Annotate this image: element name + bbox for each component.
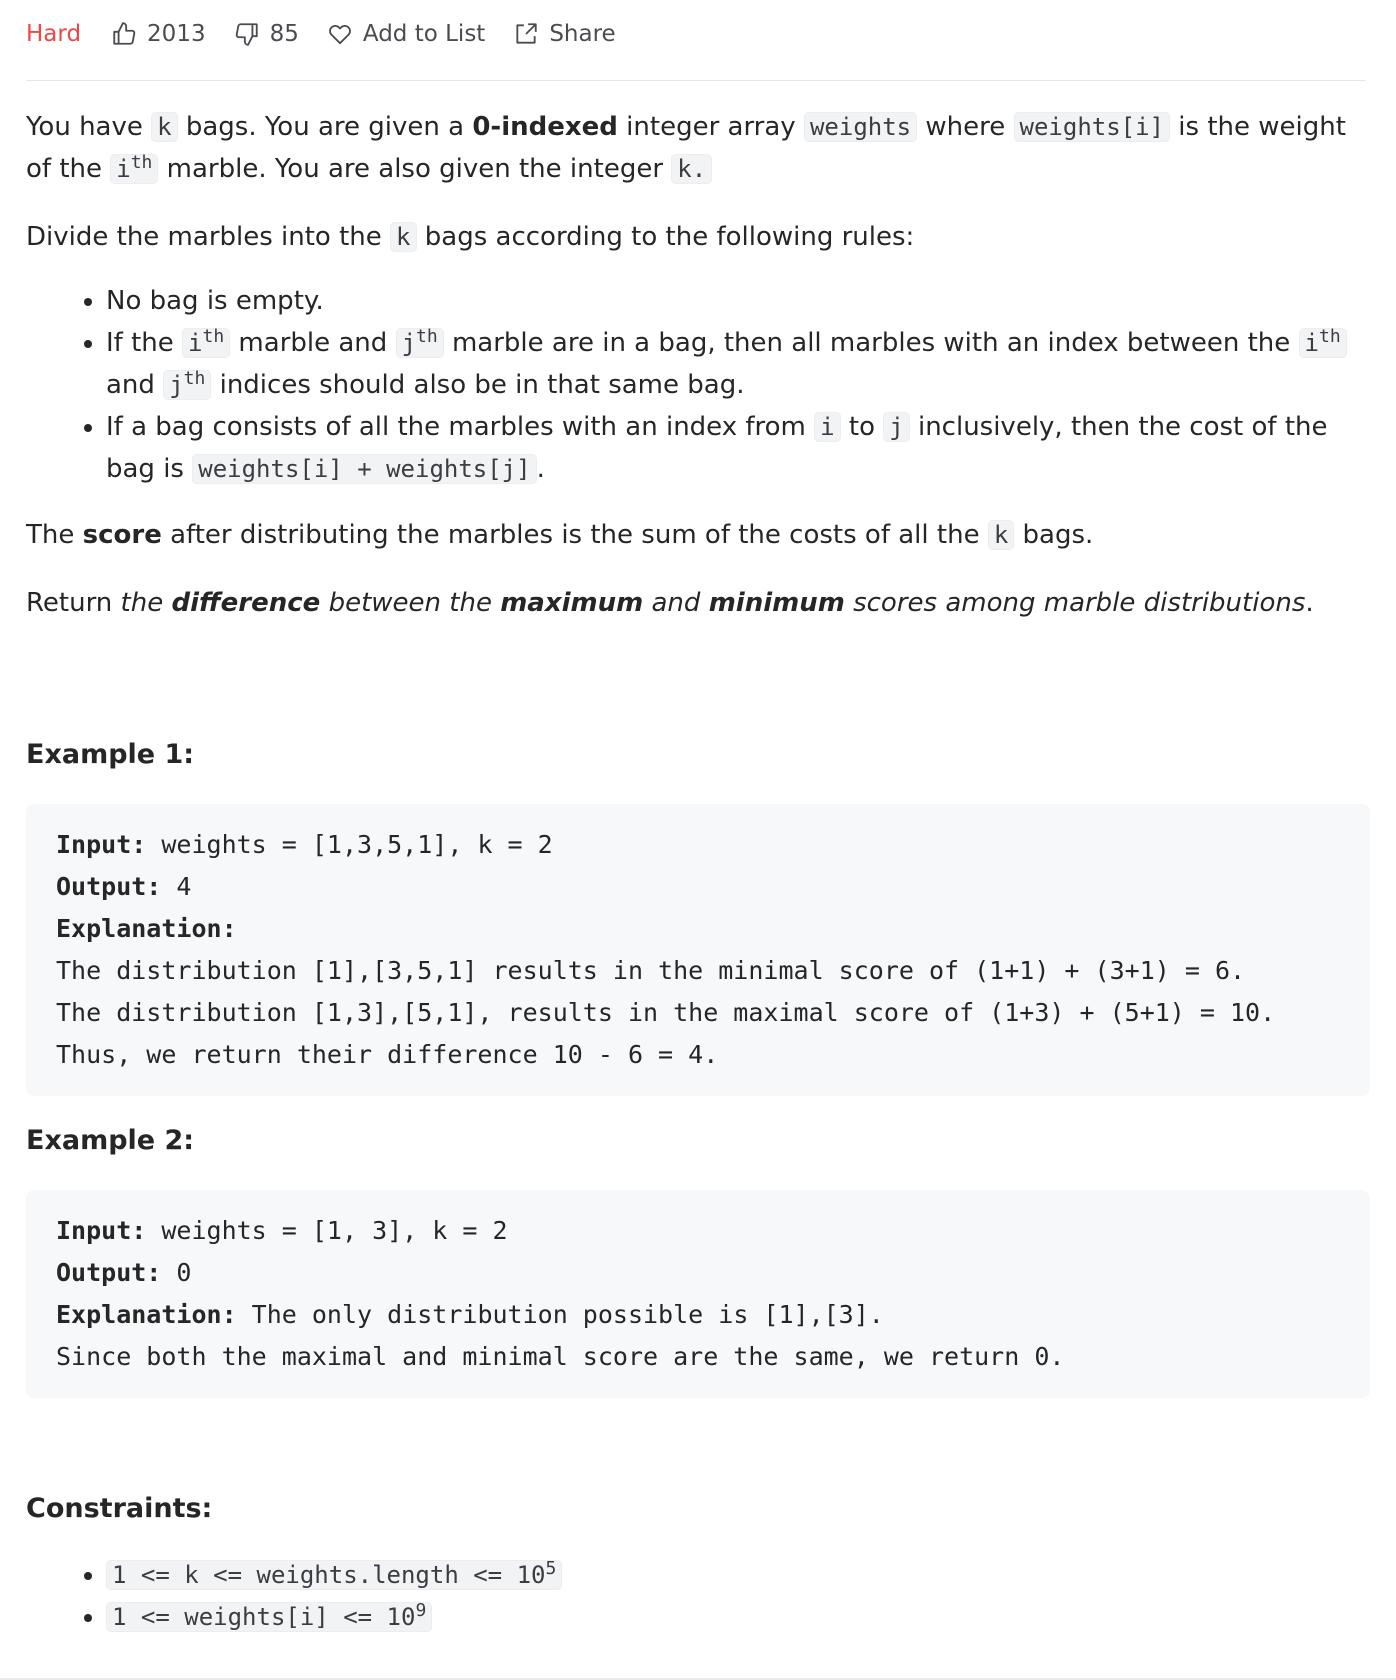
text: between the <box>320 588 501 618</box>
text: scores among marble distributions <box>844 588 1306 618</box>
text: marble and <box>230 328 396 358</box>
add-to-list-label: Add to List <box>362 21 486 47</box>
text: You have <box>26 112 152 142</box>
share-icon <box>513 21 539 47</box>
like-button[interactable] <box>111 21 206 47</box>
text: bags. You are given a <box>177 112 473 142</box>
explanation-line: Since both the maximal and minimal score are the same, we return 0. <box>56 1342 1065 1371</box>
text: inclusively, then the cost of the bag is <box>106 412 1328 484</box>
explanation-line: The distribution [1],[3,5,1] results in the minimal score of (1+1) + (3+1) = 6. <box>56 956 1246 985</box>
text: . <box>1305 588 1314 618</box>
description-paragraph-1 <box>26 106 1370 190</box>
share-label: Share <box>549 21 616 47</box>
text: marble are in a bag, then all marbles with an index between the <box>443 328 1299 358</box>
dislike-count: 85 <box>269 21 299 47</box>
thumbs-up-icon <box>111 21 137 47</box>
emphasis-text: maximum <box>500 588 644 618</box>
rules-list <box>26 280 1370 490</box>
output-label: Output: <box>56 1258 162 1287</box>
superscript: th <box>130 152 153 173</box>
problem-description <box>26 106 1370 1638</box>
inline-code <box>182 328 230 358</box>
explanation-label: Explanation: <box>56 914 237 943</box>
rule-item <box>106 322 1370 406</box>
dislike-button[interactable] <box>234 21 299 47</box>
explanation-line: The only distribution possible is [1],[3]. <box>236 1300 884 1329</box>
constraint-item <box>106 1596 1370 1638</box>
text: is the weight of the <box>26 112 1346 184</box>
inline-code <box>106 1602 432 1632</box>
text: and <box>643 588 709 618</box>
text: If the <box>106 328 183 358</box>
heart-icon <box>327 21 353 47</box>
input-value: weights = [1,3,5,1], k = 2 <box>146 830 553 859</box>
example-2-title: Example 2: <box>26 1125 195 1156</box>
difficulty-label: Hard <box>26 21 82 47</box>
superscript: 9 <box>415 1600 427 1621</box>
constraints-title: Constraints: <box>26 1493 213 1524</box>
example-1-block <box>26 804 1370 1096</box>
inline-code <box>396 328 444 358</box>
text: bags. <box>1014 520 1094 550</box>
explanation-line: Thus, we return their difference 10 - 6 = 4. <box>56 1040 719 1069</box>
text: integer array <box>617 112 804 142</box>
inline-code: j <box>883 412 909 442</box>
explanation-label: Explanation: <box>56 1300 237 1329</box>
example-2-block <box>26 1190 1370 1398</box>
inline-code <box>1299 328 1347 358</box>
explanation-line: The distribution [1,3],[5,1], results in the maximal score of (1+3) + (5+1) = 10. <box>56 998 1276 1027</box>
text: where <box>917 112 1014 142</box>
text: No bag is empty. <box>106 286 324 316</box>
text: and <box>106 370 164 400</box>
example-1-title: Example 1: <box>26 739 195 770</box>
text: indices should also be in that same bag. <box>211 370 745 400</box>
header-divider <box>26 80 1366 81</box>
code-text: j <box>169 371 184 399</box>
text: The <box>26 520 83 550</box>
text: to <box>840 412 884 442</box>
text: . <box>536 454 545 484</box>
description-paragraph-2 <box>26 216 1370 258</box>
share-button[interactable] <box>513 21 615 47</box>
emphasis-text: minimum <box>708 588 845 618</box>
input-label: Input: <box>56 830 147 859</box>
like-count: 2013 <box>147 21 206 47</box>
italic-text <box>121 588 1306 618</box>
code-text: j <box>401 329 417 357</box>
superscript: th <box>183 368 206 389</box>
text: Divide the marbles into the <box>26 222 391 252</box>
input-value: weights = [1, 3], k = 2 <box>146 1216 508 1245</box>
code-text: i <box>188 329 203 357</box>
inline-code: k <box>390 222 416 252</box>
emphasis-text: 0-indexed <box>472 112 618 142</box>
inline-code: k. <box>671 154 712 184</box>
constraints-list <box>26 1554 1370 1638</box>
inline-code <box>106 1560 562 1590</box>
inline-code: k <box>151 112 177 142</box>
input-label: Input: <box>56 1216 147 1245</box>
superscript: 5 <box>545 1558 557 1579</box>
text: marble. You are also given the integer <box>158 154 672 184</box>
inline-code: k <box>988 520 1014 550</box>
inline-code <box>110 154 158 184</box>
superscript: th <box>202 326 225 347</box>
text: If a bag consists of all the marbles with an index from <box>106 412 815 442</box>
superscript: th <box>1318 326 1341 347</box>
text: bags according to the following rules: <box>416 222 915 252</box>
output-value: 0 <box>161 1258 192 1287</box>
inline-code: weights[i] <box>1014 112 1171 142</box>
text: the <box>120 588 172 618</box>
rule-item <box>106 280 1370 322</box>
thumbs-down-icon <box>234 21 260 47</box>
emphasis-text: score <box>82 520 162 550</box>
output-value: 4 <box>161 872 192 901</box>
add-to-list-button[interactable] <box>327 21 485 47</box>
superscript: th <box>416 326 438 347</box>
code-text: i <box>116 155 131 183</box>
rule-item <box>106 406 1370 490</box>
inline-code: weights[i] + weights[j] <box>192 454 536 484</box>
text: Return <box>26 588 121 618</box>
emphasis-text: difference <box>171 588 321 618</box>
code-text: 1 <= weights[i] <= 10 <box>112 1603 416 1631</box>
inline-code <box>163 370 211 400</box>
description-paragraph-3 <box>26 514 1370 556</box>
code-text: i <box>1304 329 1319 357</box>
description-paragraph-4 <box>26 582 1370 624</box>
text: after distributing the marbles is the sum of the costs of all the <box>161 520 988 550</box>
constraint-item <box>106 1554 1370 1596</box>
inline-code: i <box>814 412 840 442</box>
code-text: 1 <= k <= weights.length <= 10 <box>112 1561 546 1589</box>
problem-toolbar <box>26 14 644 54</box>
output-label: Output: <box>56 872 162 901</box>
inline-code: weights <box>804 112 917 142</box>
